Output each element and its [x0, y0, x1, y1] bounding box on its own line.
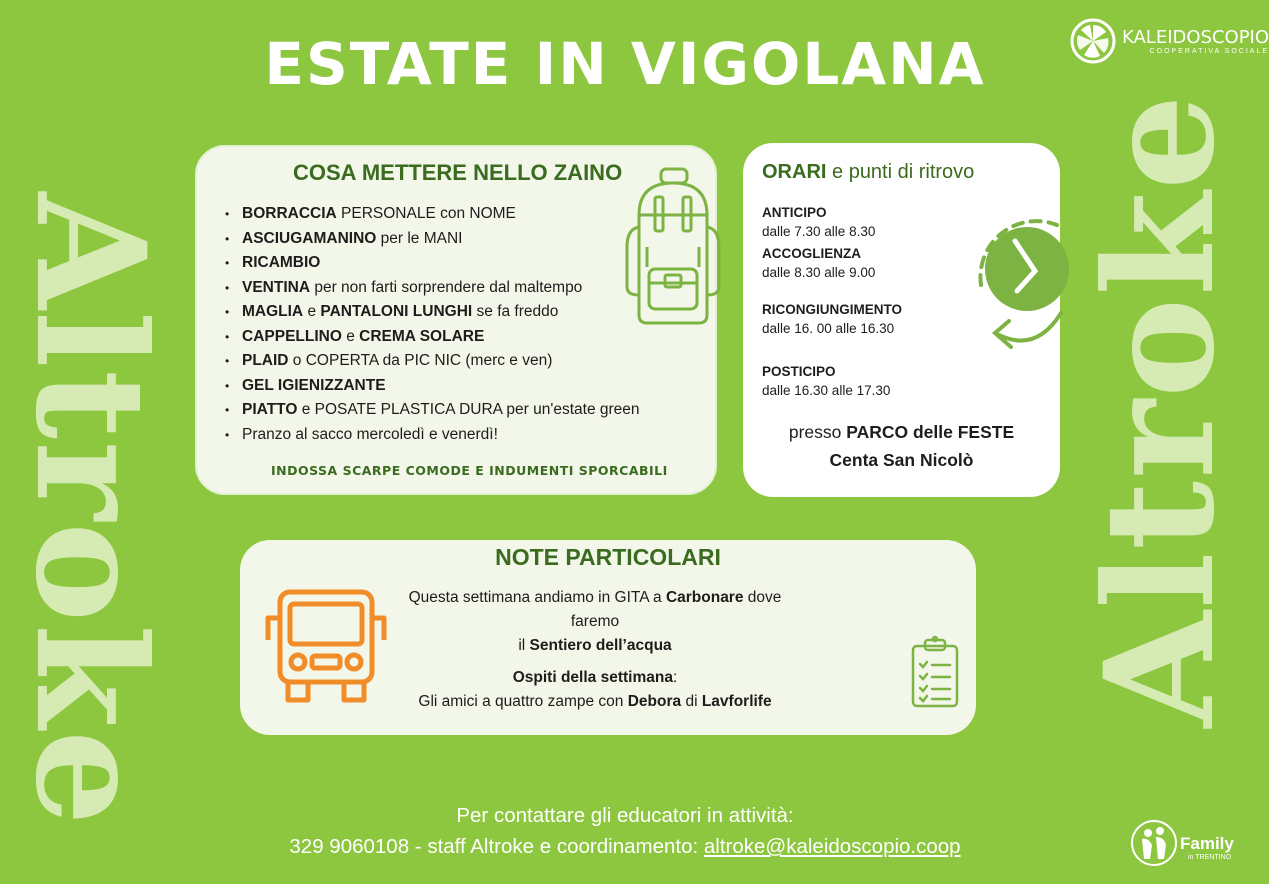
- kaleidoscopio-logo: [1070, 18, 1269, 64]
- page-title: ESTATE IN VIGOLANA: [264, 30, 986, 98]
- side-word-right: Altroke: [1072, 92, 1248, 728]
- schedule-slot: RICONGIUNGIMENTO dalle 16. 00 alle 16.30: [762, 302, 903, 336]
- side-word-left: Altroke: [2, 192, 178, 828]
- clipboard-icon: [910, 636, 960, 708]
- svg-text:Family: Family: [1180, 834, 1234, 853]
- backpack-icon: [625, 167, 719, 327]
- list-item: • PLAID o COPERTA da PIC NIC (merc e ven): [225, 349, 640, 374]
- backpack-list: [225, 202, 640, 447]
- clock-icon: [963, 195, 1063, 365]
- schedule-card-title: ORARI e punti di ritrovo: [762, 161, 975, 183]
- backpack-note: INDOSSA SCARPE COMODE E INDUMENTI SPORCABILI: [271, 463, 668, 478]
- list-item: • CAPPELLINO e CREMA SOLARE: [225, 325, 640, 350]
- list-item: • MAGLIA e PANTALONI LUNGHI se fa freddo: [225, 300, 640, 325]
- list-item: • ASCIUGAMANINO per le MANI: [225, 227, 640, 252]
- schedule-card: [743, 143, 1060, 497]
- schedule-slot: POSTICIPO dalle 16.30 alle 17.30: [762, 364, 891, 398]
- backpack-card: [195, 145, 717, 495]
- logo-name: KALEIDOSCOPIO: [1122, 26, 1269, 48]
- footer-line2: 329 9060108 - staff Altroke e coordinamento: altroke@kaleidoscopio.coop: [289, 835, 961, 858]
- svg-text:in TRENTINO: in TRENTINO: [1188, 854, 1232, 861]
- kaleidoscope-icon: [1070, 18, 1116, 64]
- list-item: • GEL IGIENIZZANTE: [225, 374, 640, 399]
- schedule-slot: ANTICIPO dalle 7.30 alle 8.30: [762, 205, 876, 239]
- list-item: • RICAMBIO: [225, 251, 640, 276]
- notes-card: [240, 540, 976, 735]
- meeting-place: presso PARCO delle FESTE Centa San Nicolò: [788, 422, 1015, 470]
- list-item: • PIATTO e POSATE PLASTICA DURA per un'estate green: [225, 398, 640, 423]
- logo-subtitle: COOPERATIVA SOCIALE: [1149, 47, 1269, 55]
- email-link[interactable]: altroke@kaleidoscopio.coop: [703, 835, 961, 858]
- contact-footer: [0, 800, 1250, 862]
- list-item: • VENTINA per non farti sorprendere dal maltempo: [225, 276, 640, 301]
- family-in-trentino-logo: [1130, 815, 1240, 870]
- list-item: • BORRACCIA PERSONALE con NOME: [225, 202, 640, 227]
- schedule-slot: ACCOGLIENZA dalle 8.30 alle 9.00: [762, 246, 876, 280]
- notes-card-title: NOTE PARTICOLARI: [495, 544, 721, 570]
- list-item: • Pranzo al sacco mercoledì e venerdì!: [225, 423, 640, 448]
- bus-icon: [266, 588, 386, 706]
- backpack-card-title: COSA METTERE NELLO ZAINO: [293, 160, 623, 185]
- notes-text: Questa settimana andiamo in GITA a Carbonare dove faremo il Sentiero dell’acqua Ospiti della settimana: Gli amici a quattro zampe con Debora di Lavforlife: [408, 589, 782, 710]
- footer-line1: Per contattare gli educatori in attività:: [456, 804, 794, 827]
